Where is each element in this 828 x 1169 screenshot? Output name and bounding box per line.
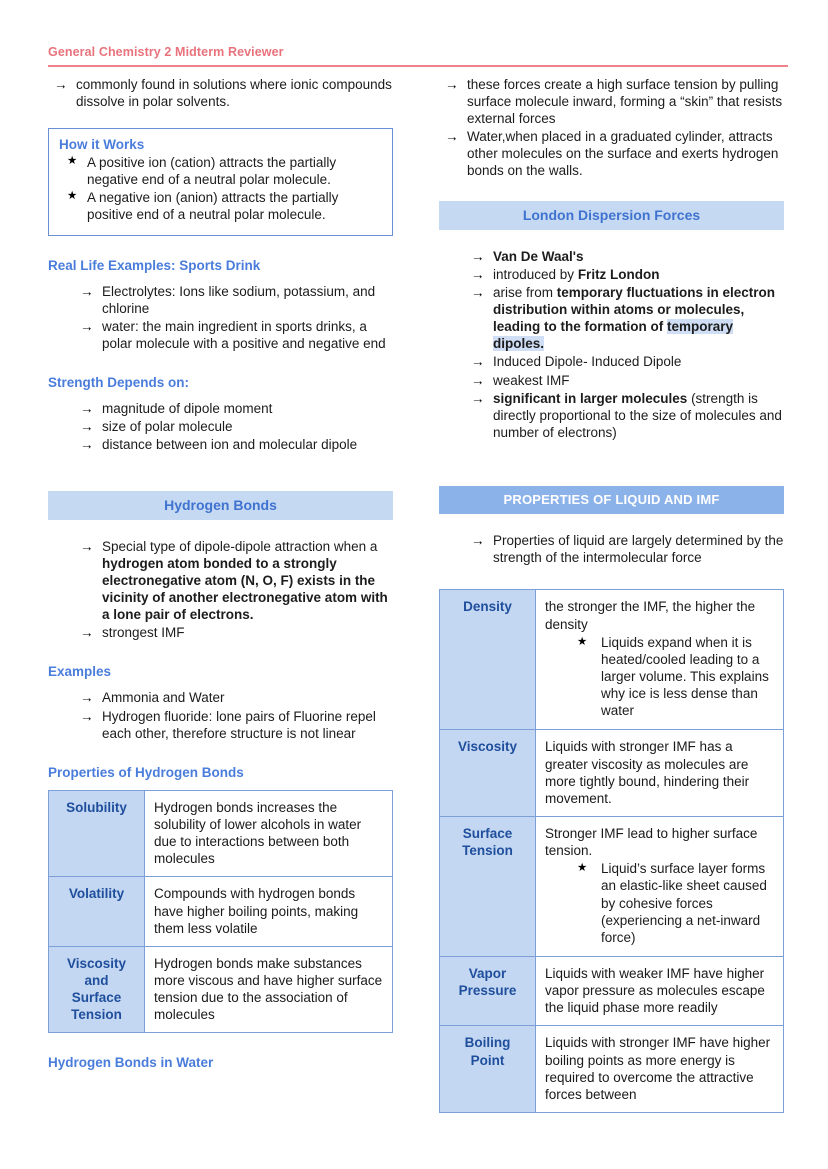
list-item: → these forces create a high surface tension by pulling surface molecule inward, forming a “skin” that resists external forces — [439, 76, 784, 127]
spacer — [439, 567, 784, 589]
table-key-cell: Surface Tension — [440, 816, 536, 956]
hydrogen-bonds-in-water-heading: Hydrogen Bonds in Water — [48, 1055, 214, 1071]
table-row — [440, 590, 784, 730]
list-item: → Water,when placed in a graduated cylinder, attracts other molecules on the surface and exerts hydrogen bonds on the walls. — [439, 128, 784, 179]
table-key-cell: Solubility — [49, 790, 145, 877]
properties-of-hydrogen-bonds-heading: Properties of Hydrogen Bonds — [48, 764, 244, 780]
list-item: → Induced Dipole- Induced Dipole — [465, 353, 784, 370]
list-item: → size of polar molecule — [74, 418, 393, 435]
table-row — [440, 816, 784, 956]
table-value-cell — [536, 816, 784, 956]
table-value-cell: Hydrogen bonds make substances more viscous and have higher surface tension due to the association of molecules — [145, 946, 393, 1033]
how-it-works-list — [59, 154, 382, 224]
london-dispersion-list — [439, 248, 784, 442]
list-item: → magnitude of dipole moment — [74, 400, 393, 417]
table-value-cell: Liquids with stronger IMF has a greater viscosity as molecules are more tightly bound, hindering their movement. — [536, 730, 784, 817]
surface-tension-top-list — [439, 76, 784, 180]
spacer — [48, 642, 393, 664]
table-row — [440, 956, 784, 1025]
running-header: General Chemistry 2 Midterm Reviewer — [48, 45, 284, 59]
item-text-prefix: introduced by — [493, 266, 578, 282]
list-item: ★ A positive ion (cation) attracts the partially negative end of a neutral polar molecule. — [59, 154, 382, 188]
item-text-bold: temporary fluctuations in electron distribution within atoms or molecules, leading to the formation of — [493, 284, 776, 335]
strength-depends-list — [48, 400, 393, 453]
table-key-cell: Boiling Point — [440, 1026, 536, 1113]
list-item: → weakest IMF — [465, 372, 784, 389]
table-row — [49, 877, 393, 946]
list-item: → commonly found in solutions where ionic compounds dissolve in polar solvents. — [48, 76, 393, 110]
item-text-suffix: (strength is directly proportional to the size of molecules and number of electrons) — [493, 390, 782, 440]
list-item: → Ammonia and Water — [74, 689, 393, 706]
list-item: → Properties of liquid are largely determined by the strength of the intermolecular force — [465, 532, 784, 566]
spacer — [48, 1033, 393, 1055]
strength-depends-heading: Strength Depends on: — [48, 375, 189, 391]
table-row — [49, 790, 393, 877]
table-row — [440, 730, 784, 817]
liquid-properties-table — [439, 589, 784, 1113]
hydrogen-bond-properties-table — [48, 790, 393, 1034]
callout-title: How it Works — [59, 137, 145, 153]
left-column — [48, 76, 393, 1081]
item-text-bold: significant in larger molecules — [493, 390, 688, 406]
list-item — [465, 248, 784, 265]
ionic-dipole-top-list — [48, 76, 393, 110]
item-text-bold: Fritz London — [577, 266, 660, 282]
table-value-cell: Liquids with stronger IMF have higher boiling points as more energy is required to overcome the attractive forces between — [536, 1026, 784, 1113]
spacer — [48, 743, 393, 765]
item-text-prefix: Special type of dipole-dipole attraction when a — [102, 538, 378, 554]
right-column — [439, 76, 784, 1113]
list-item: ★ A negative ion (anion) attracts the partially positive end of a neutral polar molecule. — [59, 189, 382, 223]
list-item — [465, 390, 784, 441]
list-item — [465, 284, 784, 353]
hydrogen-bonds-banner: Hydrogen Bonds — [48, 491, 393, 520]
cell-sub-list — [545, 634, 774, 720]
how-it-works-callout — [48, 128, 393, 236]
cell-text: the stronger the IMF, the higher the density — [545, 599, 756, 632]
item-text-bold: Van De Waal's — [493, 248, 584, 264]
table-row — [440, 1026, 784, 1113]
spacer — [439, 442, 784, 472]
item-text-highlighted: temporary dipoles. — [493, 319, 734, 352]
list-item: → Electrolytes: Ions like sodium, potassium, and chlorine — [74, 283, 393, 317]
table-key-cell: Viscosity and Surface Tension — [49, 946, 145, 1033]
table-key-cell: Volatility — [49, 877, 145, 946]
table-key-cell: Vapor Pressure — [440, 956, 536, 1025]
table-value-cell — [536, 590, 784, 730]
properties-of-liquid-and-imf-banner: PROPERTIES OF LIQUID AND IMF — [439, 486, 784, 514]
examples-list — [48, 689, 393, 741]
list-item: ★ Liquids expand when it is heated/cooled leading to a larger volume. This explains why ice is less dense than water — [575, 634, 774, 720]
examples-heading: Examples — [48, 664, 112, 680]
item-text-bold: hydrogen atom bonded to a strongly electronegative atom (N, O, F) exists in the vicinity of another electronegative atom with a lone pair of electrons. — [102, 555, 388, 623]
list-item — [465, 266, 784, 283]
london-dispersion-forces-banner: London Dispersion Forces — [439, 201, 784, 230]
list-item: → Hydrogen fluoride: lone pairs of Fluorine repel each other, therefore structure is not linear — [74, 708, 393, 742]
real-life-examples-heading: Real Life Examples: Sports Drink — [48, 257, 261, 273]
table-value-cell: Hydrogen bonds increases the solubility of lower alcohols in water due to interactions between both molecules — [145, 790, 393, 877]
table-key-cell: Density — [440, 590, 536, 730]
list-item — [74, 538, 393, 624]
list-item: ★ Liquid’s surface layer forms an elastic-like sheet caused by cohesive forces (experiencing a net-inward force) — [575, 860, 774, 946]
hydrogen-bonds-list — [48, 538, 393, 642]
spacer — [48, 455, 393, 477]
cell-text: Stronger IMF lead to higher surface tension. — [545, 825, 758, 859]
item-text-prefix: arise from — [493, 284, 557, 300]
two-column-body — [48, 76, 788, 1113]
spacer — [48, 353, 393, 375]
table-value-cell: Liquids with weaker IMF have higher vapor pressure as molecules escape the liquid phase more readily — [536, 956, 784, 1025]
header-divider-rule — [48, 65, 788, 67]
table-row — [49, 946, 393, 1033]
list-item: → strongest IMF — [74, 624, 393, 641]
table-value-cell: Compounds with hydrogen bonds have higher boiling points, making them less volatile — [145, 877, 393, 946]
list-item: → distance between ion and molecular dipole — [74, 436, 393, 453]
properties-intro-list — [439, 532, 784, 566]
table-key-cell: Viscosity — [440, 730, 536, 817]
real-life-examples-list — [48, 283, 393, 353]
cell-sub-list — [545, 860, 774, 946]
list-item: → water: the main ingredient in sports drinks, a polar molecule with a positive and negative end — [74, 318, 393, 352]
